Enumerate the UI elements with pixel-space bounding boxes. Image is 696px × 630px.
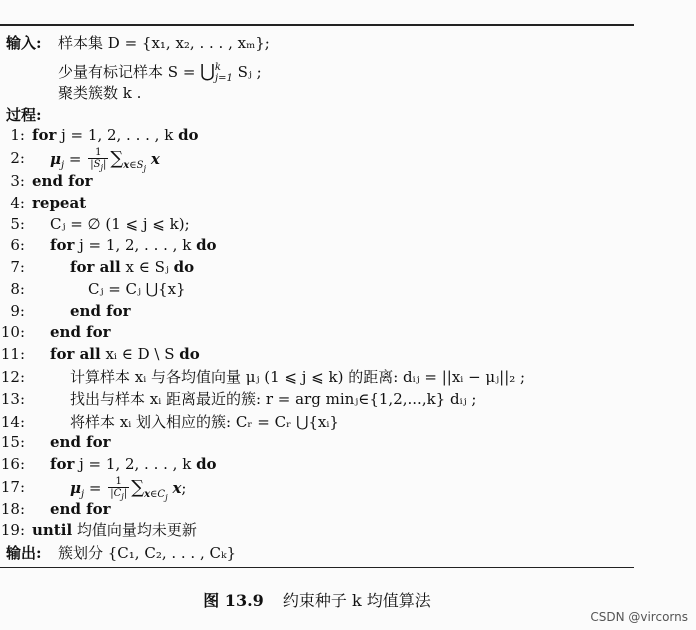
fraction: $\frac{1}{|S_j|}$ (90, 147, 107, 172)
line-number: 18: (0, 500, 25, 518)
output-text: 簇划分 {C₁, C₂, . . . , Cₖ} (58, 544, 237, 562)
keyword: for (50, 236, 75, 254)
line-number: 10: (0, 323, 25, 341)
keyword: do (196, 455, 217, 473)
figure-caption (0, 588, 634, 611)
keyword: for all (70, 258, 121, 276)
line-number: 6: (10, 236, 25, 254)
step-text: $\mu_j$ = $\frac{1}{|C_j|}$ $\sum_{x\in C_j}$ x; (70, 476, 187, 502)
keyword: end for (50, 433, 111, 451)
line-number: 14: (0, 413, 25, 431)
line-number: 11: (0, 345, 25, 363)
line-number: 9: (10, 302, 25, 320)
keyword: do (173, 258, 195, 276)
keyword: do (178, 126, 199, 144)
step-text: 均值向量均未更新 (72, 521, 197, 539)
keyword: until (32, 521, 73, 539)
keyword: for (32, 126, 57, 144)
keyword: end for (32, 172, 93, 190)
step-text: j = 1, 2, . . . , k (74, 455, 197, 473)
fraction: $\frac{1}{|C_j|}$ (110, 476, 128, 501)
step-text: 计算样本 xᵢ 与各均值向量 μⱼ (1 ⩽ j ⩽ k) 的距离: dᵢⱼ = ||xᵢ − μⱼ||₂ ; (70, 368, 526, 386)
line-number: 4: (10, 194, 25, 212)
line-number: 2: (10, 149, 25, 167)
step-text: $\mu_j$ = $\frac{1}{|S_j|}$ $\sum_{x\in S_j}$ x (50, 147, 160, 173)
line-number: 19: (0, 521, 25, 539)
keyword: repeat (32, 194, 87, 212)
keyword: end for (50, 500, 111, 518)
watermark: CSDN @vircorns (590, 610, 688, 624)
step-text: Cⱼ = ∅ (1 ⩽ j ⩽ k); (50, 215, 190, 233)
step-text: Cⱼ = Cⱼ ⋃{x} (88, 280, 186, 298)
line-number: 12: (0, 368, 25, 386)
input-labeled-tail: Sⱼ ; (232, 63, 262, 81)
line-number: 3: (10, 172, 25, 190)
step-text: x ∈ Sⱼ (120, 258, 174, 276)
step-text: 找出与样本 xᵢ 距离最近的簇: r = arg minⱼ∈{1,2,...,k} dᵢⱼ ; (70, 390, 477, 408)
line-number: 17: (0, 478, 25, 496)
figure-title: 约束种子 k 均值算法 (282, 591, 431, 610)
input-labeled-samples: 少量有标记样本 S = (58, 63, 201, 81)
top-rule (0, 24, 634, 26)
step-text: j = 1, 2, . . . , k (74, 236, 197, 254)
line-number: 13: (0, 390, 25, 408)
keyword: do (196, 236, 217, 254)
line-number: 7: (10, 258, 25, 276)
line-number: 1: (10, 126, 25, 144)
union-symbol: ⋃ (200, 61, 215, 82)
line-number: 15: (0, 433, 25, 451)
figure-number: 图 13.9 (203, 591, 264, 610)
keyword: for all (50, 345, 101, 363)
union-lower: j=1 (214, 73, 233, 84)
union-upper: k (214, 62, 221, 73)
step-text: j = 1, 2, . . . , k (56, 126, 179, 144)
bottom-rule (0, 567, 634, 568)
input-cluster-count: 聚类簇数 k . (58, 84, 142, 102)
keyword: end for (50, 323, 111, 341)
line-number: 16: (0, 455, 25, 473)
keyword: end for (70, 302, 131, 320)
keyword: for (50, 455, 75, 473)
step-text: 将样本 xᵢ 划入相应的簇: Cᵣ = Cᵣ ⋃{xᵢ} (70, 413, 339, 431)
input-label: 输入: (6, 34, 42, 52)
input-sample-set: 样本集 D = {x₁, x₂, . . . , xₘ}; (58, 34, 270, 52)
output-label: 输出: (6, 544, 42, 562)
keyword: do (179, 345, 200, 363)
step-text: xᵢ ∈ D \ S (100, 345, 180, 363)
line-number: 5: (10, 215, 25, 233)
line-number: 8: (10, 280, 25, 298)
process-label: 过程: (6, 106, 42, 124)
